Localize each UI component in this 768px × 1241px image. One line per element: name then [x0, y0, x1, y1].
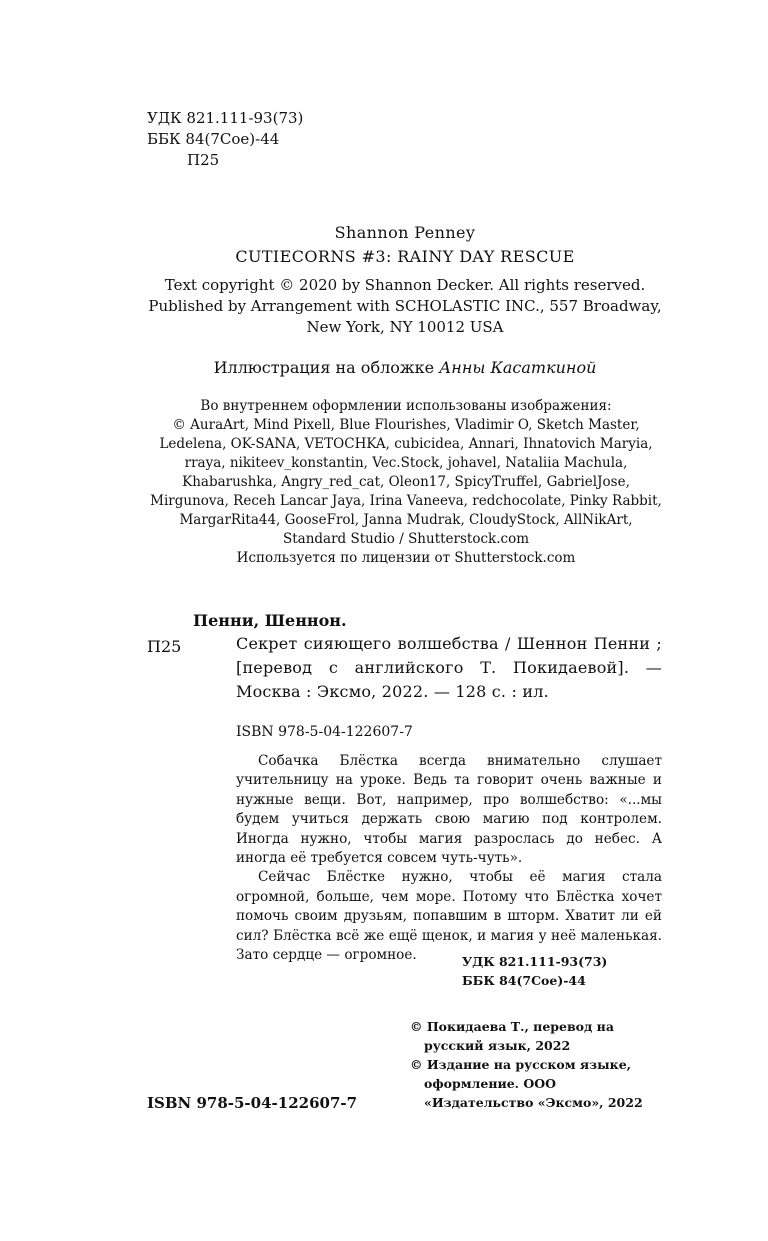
image-credits-license: Используется по лицензии от Shutterstock.com: [236, 550, 576, 566]
original-author-name: Shannon Penney: [334, 223, 476, 242]
image-credits: [147, 397, 665, 568]
annotation-paragraph-1: Собачка Блёстка всегда внимательно слушает учительницу на уроке. Ведь та говорит очень важные и нужные вещи. Вот, например, про волшебство: «...мы будем учиться держать свою магию под контролем. Иногда нужно, чтобы магия разрослась до небес. А иногда её требуется совсем чуть-чуть».: [236, 753, 662, 867]
bib-author-sign: П25: [147, 637, 182, 656]
image-credits-intro: Во внутреннем оформлении использованы изображения:: [200, 398, 612, 414]
annotation-paragraph-2: Сейчас Блёстке нужно, чтобы её магия стала огромной, больше, чем море. Потому что Блёстка хочет помочь своим друзьям, попавшим в шторм. Хватит ли ей сил? Блёстка всё же ещё щенок, и магия у неё маленькая. Зато сердце — огромное.: [236, 869, 662, 964]
original-title-block: [110, 246, 700, 268]
image-credits-list: © AuraArt, Mind Pixell, Blue Flourishes, Vladimir O, Sketch Master, Ledelena, OK-SANA, VETOCHKA, cubicidea, Annari, Ihnatovich Maryia, rraya, nikiteev_konstantin, Vec.Stock, johavel, Nataliia Machula, Khabarushka, Angry_red_cat, Oleon17, SpicyTruffel, GabrielJose, Mirgunova, Receh Lancar Jaya, Irina Vaneeva, redchocolate, Pinky Rabbit, MargarRita44, GooseFrol, Janna Mudrak, CloudyStock, AllNikArt, Standard Studio / Shutterstock.com: [150, 417, 662, 547]
copyright-russian: [410, 1017, 666, 1112]
illustration-artist: Анны Касаткиной: [439, 358, 597, 377]
original-title: CUTIECORNS #3: RAINY DAY RESCUE: [235, 247, 575, 266]
copyright-translation: © Покидаева Т., перевод на русский язык, 2022: [410, 1019, 614, 1053]
classification-top: [147, 108, 303, 171]
bbk-code: ББК 84(7Сое)-44: [147, 130, 280, 148]
bbk-code-bottom: ББК 84(7Сое)-44: [462, 973, 586, 988]
bib-author-heading: Пенни, Шеннон.: [193, 611, 347, 630]
original-author: [110, 222, 700, 244]
udk-code-bottom: УДК 821.111-93(73): [462, 954, 608, 969]
bib-description: Секрет сияющего волшебства / Шеннон Пенни ; [перевод с английского Т. Покидаевой]. — Москва : Эксмо, 2022. — 128 с. : ил.: [236, 634, 662, 701]
bib-isbn: ISBN 978-5-04-122607-7: [236, 724, 413, 740]
cover-illustration-credit: [110, 357, 700, 379]
author-sign: П25: [187, 151, 220, 169]
original-copyright: Text copyright © 2020 by Shannon Decker. All rights reserved. Published by Arrangement with SCHOLASTIC INC., 557 Broadway, New York, NY 10012 USA: [148, 276, 662, 336]
isbn-bottom: ISBN 978-5-04-122607-7: [147, 1094, 358, 1112]
udk-code: УДК 821.111-93(73): [147, 109, 304, 127]
classification-bottom: [462, 952, 661, 990]
copyright-edition: © Издание на русском языке, оформление. ООО «Издательство «Эксмо», 2022: [410, 1057, 643, 1110]
annotation: [236, 752, 662, 965]
illustration-prefix: Иллюстрация на обложке: [213, 358, 435, 377]
